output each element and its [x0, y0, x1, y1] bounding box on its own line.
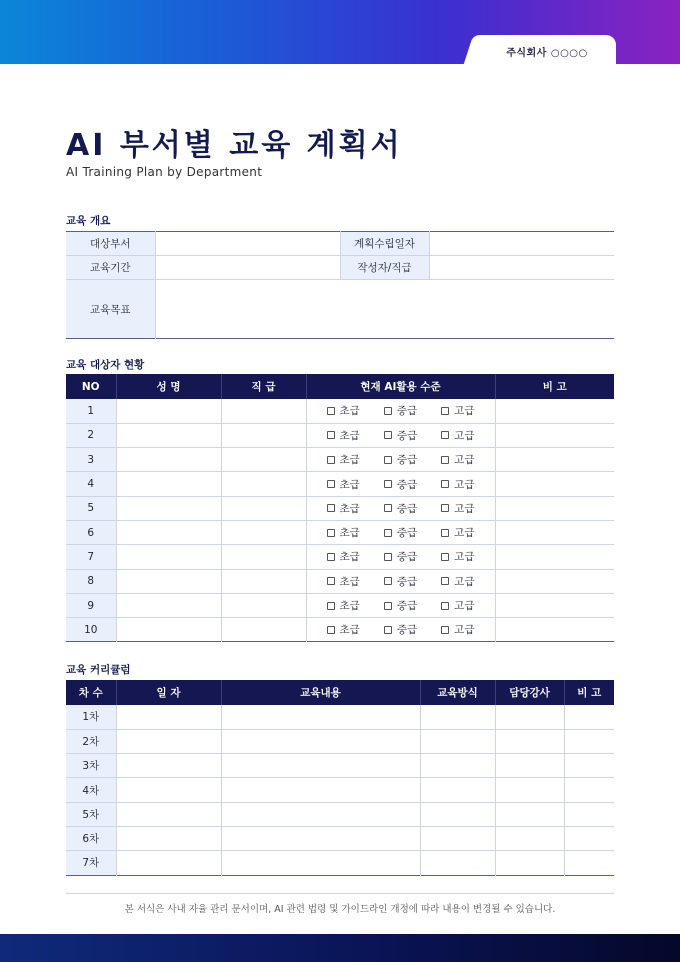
date-cell[interactable]: [116, 826, 221, 850]
content-cell[interactable]: [221, 851, 420, 875]
rank-cell[interactable]: [221, 520, 306, 544]
rank-cell[interactable]: [221, 569, 306, 593]
target-row: [66, 545, 614, 569]
checkbox-icon[interactable]: [441, 553, 449, 561]
level-option-label: 초급: [339, 624, 360, 637]
dept-field[interactable]: [155, 232, 340, 256]
name-cell[interactable]: [116, 545, 221, 569]
note-cell[interactable]: [495, 448, 614, 472]
name-cell[interactable]: [116, 569, 221, 593]
checkbox-icon[interactable]: [327, 407, 335, 415]
level-option-label: 중급: [396, 527, 418, 540]
session-cell: 5차: [66, 802, 116, 826]
footer-gradient-band: [0, 934, 680, 962]
instructor-cell[interactable]: [495, 705, 564, 729]
level-option-label: 고급: [454, 624, 475, 637]
target-row: [66, 593, 614, 617]
footer-note: 본 서식은 사내 자율 관리 문서이며, AI 관련 법령 및 가이드라인 개정에 따라 내용이 변경될 수 있습니다.: [124, 904, 556, 915]
col-no: NO: [66, 374, 116, 399]
row-number: 4: [66, 472, 116, 496]
author-field[interactable]: [429, 256, 614, 280]
level-option[interactable]: [441, 622, 474, 637]
level-option-label: 고급: [454, 478, 475, 491]
ai-level-cell: [306, 593, 495, 617]
level-option[interactable]: [441, 574, 474, 589]
instructor-cell[interactable]: [495, 778, 564, 802]
ai-level-cell: [306, 423, 495, 447]
col-instructor: 담당강사: [495, 680, 564, 705]
name-cell[interactable]: [116, 593, 221, 617]
name-cell[interactable]: [116, 399, 221, 423]
content-cell[interactable]: [221, 754, 420, 778]
checkbox-icon[interactable]: [384, 626, 392, 634]
level-option[interactable]: [384, 501, 417, 516]
checkbox-icon[interactable]: [327, 553, 335, 561]
level-option[interactable]: [441, 477, 474, 492]
target-row: [66, 520, 614, 544]
col-note: 비 고: [495, 374, 614, 399]
checkbox-icon[interactable]: [327, 626, 335, 634]
checkbox-icon[interactable]: [384, 480, 392, 488]
checkbox-icon[interactable]: [384, 602, 392, 610]
ai-level-cell: [306, 496, 495, 520]
checkbox-icon[interactable]: [441, 480, 449, 488]
level-option[interactable]: [327, 477, 360, 492]
remark-cell[interactable]: [564, 729, 614, 753]
level-option-label: 중급: [396, 454, 418, 467]
checkbox-icon[interactable]: [384, 407, 392, 415]
rank-cell[interactable]: [221, 593, 306, 617]
method-cell[interactable]: [420, 754, 495, 778]
checkbox-icon[interactable]: [327, 577, 335, 585]
content-cell[interactable]: [221, 705, 420, 729]
target-row: [66, 618, 614, 642]
level-option-label: 고급: [454, 454, 475, 467]
note-cell[interactable]: [495, 520, 614, 544]
level-option[interactable]: [384, 403, 417, 418]
date-cell[interactable]: [116, 754, 221, 778]
overview-section-label: 교육 개요: [66, 215, 111, 227]
checkbox-icon[interactable]: [384, 456, 392, 464]
level-option-label: 중급: [396, 478, 418, 491]
author-label: 작성자/직급: [340, 256, 429, 280]
col-session: 차 수: [66, 680, 116, 705]
company-name-tab: [478, 35, 616, 67]
checkbox-icon[interactable]: [327, 456, 335, 464]
level-option-label: 중급: [396, 405, 418, 418]
level-option-label: 고급: [454, 600, 475, 613]
checkbox-icon[interactable]: [441, 529, 449, 537]
level-option-label: 초급: [339, 527, 360, 540]
ai-level-cell: [306, 399, 495, 423]
checkbox-icon[interactable]: [327, 529, 335, 537]
page-subtitle: AI Training Plan by Department: [66, 165, 263, 179]
goal-field[interactable]: [155, 280, 614, 339]
level-option[interactable]: [441, 501, 474, 516]
method-cell[interactable]: [420, 826, 495, 850]
curriculum-row: [66, 754, 614, 778]
level-option-label: 고급: [454, 527, 475, 540]
level-option[interactable]: [327, 501, 360, 516]
goal-label: 교육목표: [66, 280, 155, 339]
row-number: 1: [66, 399, 116, 423]
row-number: 6: [66, 520, 116, 544]
target-row: [66, 472, 614, 496]
curriculum-table: [66, 680, 614, 876]
session-cell: 7차: [66, 851, 116, 875]
col-method: 교육방식: [420, 680, 495, 705]
instructor-cell[interactable]: [495, 729, 564, 753]
row-number: 7: [66, 545, 116, 569]
date-cell[interactable]: [116, 851, 221, 875]
session-cell: 3차: [66, 754, 116, 778]
level-option-label: 초급: [339, 405, 360, 418]
checkbox-icon[interactable]: [441, 431, 449, 439]
level-option[interactable]: [441, 403, 474, 418]
note-cell[interactable]: [495, 593, 614, 617]
period-label: 교육기간: [66, 256, 155, 280]
level-option[interactable]: [327, 574, 360, 589]
checkbox-icon[interactable]: [327, 431, 335, 439]
method-cell[interactable]: [420, 778, 495, 802]
company-name: 주식회사 ○○○○: [506, 47, 588, 59]
ai-level-cell: [306, 618, 495, 642]
page-title: AI 부서별 교육 계획서: [66, 128, 403, 163]
col-name: 성 명: [116, 374, 221, 399]
date-cell[interactable]: [116, 778, 221, 802]
col-date: 일 자: [116, 680, 221, 705]
note-cell[interactable]: [495, 618, 614, 642]
level-option[interactable]: [441, 452, 474, 467]
level-option-label: 고급: [454, 502, 475, 515]
target-row: [66, 399, 614, 423]
rank-cell[interactable]: [221, 399, 306, 423]
level-option-label: 중급: [396, 600, 418, 613]
content-cell[interactable]: [221, 826, 420, 850]
level-option-label: 고급: [454, 405, 475, 418]
checkbox-icon[interactable]: [327, 504, 335, 512]
date-cell[interactable]: [116, 802, 221, 826]
level-option[interactable]: [384, 574, 417, 589]
name-cell[interactable]: [116, 472, 221, 496]
level-option-label: 고급: [454, 551, 475, 564]
targets-table: [66, 374, 614, 642]
level-option-label: 초급: [339, 502, 360, 515]
targets-section-label: 교육 대상자 현황: [66, 359, 145, 371]
name-cell[interactable]: [116, 618, 221, 642]
checkbox-icon[interactable]: [441, 577, 449, 585]
name-cell[interactable]: [116, 496, 221, 520]
curriculum-row: [66, 802, 614, 826]
level-option-label: 중급: [396, 429, 418, 442]
level-option[interactable]: [327, 452, 360, 467]
remark-cell[interactable]: [564, 778, 614, 802]
note-cell[interactable]: [495, 545, 614, 569]
ai-level-cell: [306, 520, 495, 544]
level-option[interactable]: [384, 452, 417, 467]
rank-cell[interactable]: [221, 423, 306, 447]
checkbox-icon[interactable]: [384, 553, 392, 561]
col-rank: 직 급: [221, 374, 306, 399]
name-cell[interactable]: [116, 423, 221, 447]
session-cell: 1차: [66, 705, 116, 729]
level-option-label: 고급: [454, 429, 475, 442]
level-option[interactable]: [441, 525, 474, 540]
level-option-label: 중급: [396, 575, 418, 588]
overview-table: [66, 231, 614, 339]
curriculum-row: [66, 778, 614, 802]
level-option-label: 초급: [339, 478, 360, 491]
level-option[interactable]: [384, 525, 417, 540]
session-cell: 4차: [66, 778, 116, 802]
row-number: 9: [66, 593, 116, 617]
curriculum-row: [66, 826, 614, 850]
checkbox-icon[interactable]: [441, 456, 449, 464]
level-option-label: 중급: [396, 624, 418, 637]
dept-label: 대상부서: [66, 232, 155, 256]
row-number: 10: [66, 618, 116, 642]
curriculum-row: [66, 705, 614, 729]
col-content: 교육내용: [221, 680, 420, 705]
plan-date-label: 계획수립일자: [340, 232, 429, 256]
instructor-cell[interactable]: [495, 754, 564, 778]
instructor-cell[interactable]: [495, 826, 564, 850]
ai-level-cell: [306, 472, 495, 496]
level-option[interactable]: [384, 622, 417, 637]
period-field[interactable]: [155, 256, 340, 280]
curriculum-section-label: 교육 커리큘럼: [66, 664, 131, 676]
level-option-label: 초급: [339, 600, 360, 613]
checkbox-icon[interactable]: [441, 626, 449, 634]
method-cell[interactable]: [420, 851, 495, 875]
instructor-cell[interactable]: [495, 851, 564, 875]
remark-cell[interactable]: [564, 802, 614, 826]
remark-cell[interactable]: [564, 826, 614, 850]
row-number: 2: [66, 423, 116, 447]
level-option-label: 초급: [339, 454, 360, 467]
note-cell[interactable]: [495, 399, 614, 423]
checkbox-icon[interactable]: [441, 407, 449, 415]
ai-level-cell: [306, 569, 495, 593]
level-option[interactable]: [384, 428, 417, 443]
level-option-label: 중급: [396, 502, 418, 515]
checkbox-icon[interactable]: [384, 504, 392, 512]
rank-cell[interactable]: [221, 545, 306, 569]
level-option[interactable]: [327, 622, 360, 637]
method-cell[interactable]: [420, 802, 495, 826]
level-option[interactable]: [384, 477, 417, 492]
remark-cell[interactable]: [564, 851, 614, 875]
target-row: [66, 569, 614, 593]
checkbox-icon[interactable]: [441, 602, 449, 610]
rank-cell[interactable]: [221, 496, 306, 520]
footer-divider: [66, 893, 614, 894]
level-option-label: 고급: [454, 575, 475, 588]
checkbox-icon[interactable]: [441, 504, 449, 512]
level-option[interactable]: [441, 598, 474, 613]
remark-cell[interactable]: [564, 705, 614, 729]
level-option[interactable]: [327, 549, 360, 564]
level-option[interactable]: [384, 549, 417, 564]
ai-level-cell: [306, 545, 495, 569]
curriculum-row: [66, 729, 614, 753]
level-option[interactable]: [327, 525, 360, 540]
instructor-cell[interactable]: [495, 802, 564, 826]
content-cell[interactable]: [221, 802, 420, 826]
level-option-label: 초급: [339, 575, 360, 588]
note-cell[interactable]: [495, 472, 614, 496]
col-ai-level: 현재 AI활용 수준: [306, 374, 495, 399]
target-row: [66, 496, 614, 520]
level-option[interactable]: [327, 403, 360, 418]
target-row: [66, 448, 614, 472]
level-option[interactable]: [327, 428, 360, 443]
row-number: 8: [66, 569, 116, 593]
checkbox-icon[interactable]: [327, 480, 335, 488]
checkbox-icon[interactable]: [384, 577, 392, 585]
name-cell[interactable]: [116, 448, 221, 472]
date-cell[interactable]: [116, 705, 221, 729]
curriculum-row: [66, 851, 614, 875]
level-option[interactable]: [441, 549, 474, 564]
note-cell[interactable]: [495, 423, 614, 447]
rank-cell[interactable]: [221, 472, 306, 496]
session-cell: 6차: [66, 826, 116, 850]
date-cell[interactable]: [116, 729, 221, 753]
session-cell: 2차: [66, 729, 116, 753]
method-cell[interactable]: [420, 705, 495, 729]
content-cell[interactable]: [221, 729, 420, 753]
name-cell[interactable]: [116, 520, 221, 544]
level-option-label: 중급: [396, 551, 418, 564]
row-number: 5: [66, 496, 116, 520]
level-option[interactable]: [327, 598, 360, 613]
checkbox-icon[interactable]: [384, 529, 392, 537]
row-number: 3: [66, 448, 116, 472]
method-cell[interactable]: [420, 729, 495, 753]
remark-cell[interactable]: [564, 754, 614, 778]
note-cell[interactable]: [495, 569, 614, 593]
level-option[interactable]: [441, 428, 474, 443]
level-option-label: 초급: [339, 551, 360, 564]
checkbox-icon[interactable]: [384, 431, 392, 439]
target-row: [66, 423, 614, 447]
ai-level-cell: [306, 448, 495, 472]
note-cell[interactable]: [495, 496, 614, 520]
level-option-label: 초급: [339, 429, 360, 442]
level-option[interactable]: [384, 598, 417, 613]
col-remark: 비 고: [564, 680, 614, 705]
content-cell[interactable]: [221, 778, 420, 802]
rank-cell[interactable]: [221, 618, 306, 642]
rank-cell[interactable]: [221, 448, 306, 472]
checkbox-icon[interactable]: [327, 602, 335, 610]
plan-date-field[interactable]: [429, 232, 614, 256]
